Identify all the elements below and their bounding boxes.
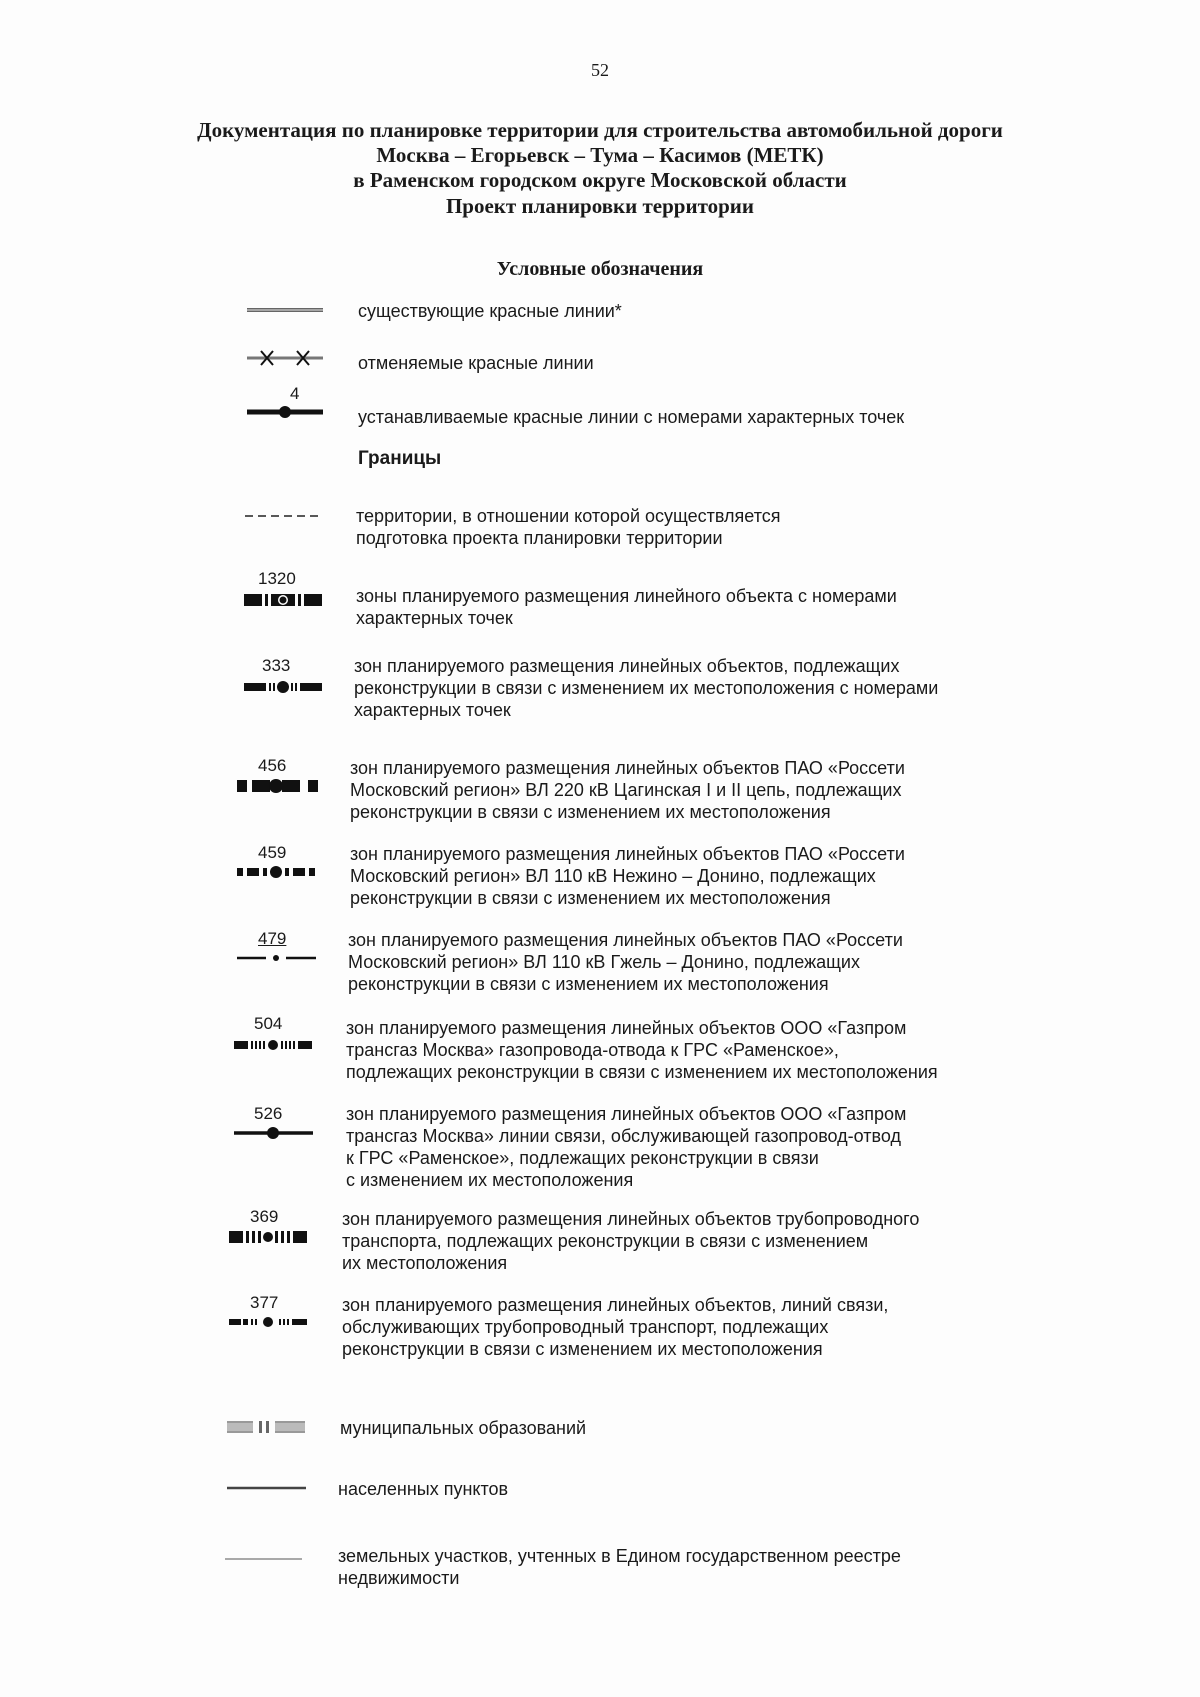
legend-text-cancelled-red-lines: отменяемые красные линии xyxy=(358,353,594,373)
gas-pipeline-zone-symbol xyxy=(233,1035,318,1055)
point-number: 459 xyxy=(258,843,287,862)
boundaries-heading: Границы xyxy=(358,448,442,469)
point-number: 504 xyxy=(254,1014,283,1033)
legend-title: Условные обозначения xyxy=(496,258,704,280)
legend-text-existing-red-lines: существующие красные линии* xyxy=(358,301,622,321)
legend-text-communication-line: зон планируемого размещения линейных объектов ООО «Газпром трансгаз Москва» линии связи, обслуживающей газопровод-отвод к ГРС «Раменское», подлежащих реконструкции в связи с изменением их местоположения xyxy=(346,1104,907,1190)
point-number: 377 xyxy=(250,1293,279,1312)
legend-text-established-red-lines: устанавливаемые красные линии с номерами характерных точек xyxy=(358,407,905,427)
point-number: 369 xyxy=(250,1207,279,1226)
title-line-3: в Раменском городском округе Московской области xyxy=(353,168,847,193)
legend-text-municipal-boundaries: муниципальных образований xyxy=(340,1418,587,1438)
legend-text-settlement-boundaries: населенных пунктов xyxy=(338,1479,509,1499)
pipeline-transport-zone-symbol xyxy=(228,1227,313,1247)
legend-text-power-line-110kv-nezhino: зон планируемого размещения линейных объектов ПАО «Россети Московский регион» ВЛ 110 кВ Нежино – Донино, подлежащих реконструкции в связи с изменением их местоположения xyxy=(350,844,905,908)
legend-text-land-plot-boundaries: земельных участков, учтенных в Едином государственном реестре недвижимости xyxy=(338,1546,901,1588)
existing-red-line-symbol xyxy=(245,300,325,320)
linear-object-zone-symbol xyxy=(243,590,323,610)
title-line-4: Проект планировки территории xyxy=(445,193,755,218)
title-line-2: Москва – Егорьевск – Тума – Касимов (МЕТК) xyxy=(376,143,824,168)
point-number: 333 xyxy=(262,656,291,675)
planning-territory-boundary-symbol xyxy=(243,510,323,522)
point-number: 4 xyxy=(290,384,300,403)
legend-text-linear-object-zone: зоны планируемого размещения линейного объекта с номерами характерных точек xyxy=(356,586,897,628)
power-line-110kv-gzhel-zone-symbol xyxy=(236,948,321,968)
document-title xyxy=(150,118,1050,219)
power-line-220kv-zone-symbol xyxy=(236,776,321,796)
legend-text-pipeline-communication: зон планируемого размещения линейных объектов, линий связи, обслуживающих трубопроводный транспорт, подлежащих реконструкции в связи с изменением их местоположения xyxy=(342,1295,889,1359)
legend-text-power-line-110kv-gzhel: зон планируемого размещения линейных объектов ПАО «Россети Московский регион» ВЛ 110 кВ Гжель – Донино, подлежащих реконструкции в связи с изменением их местоположения xyxy=(348,930,903,994)
cancelled-red-line-symbol xyxy=(245,348,325,368)
point-number: 479 xyxy=(258,929,287,948)
point-number: 456 xyxy=(258,756,287,775)
established-red-line-symbol xyxy=(245,402,325,422)
title-line-1: Документация по планировке территории для строительства автомобильной дороги xyxy=(197,118,1003,142)
settlement-boundary-symbol xyxy=(226,1481,311,1495)
legend-text-reconstruction-zone: зон планируемого размещения линейных объектов, подлежащих реконструкции в связи с изменением их местоположения с номерами характерных точек xyxy=(354,656,939,720)
reconstruction-zone-symbol xyxy=(243,677,323,697)
land-plot-boundary-symbol xyxy=(224,1554,309,1564)
legend-text-power-line-220kv: зон планируемого размещения линейных объектов ПАО «Россети Московский регион» ВЛ 220 кВ Цагинская I и II цепь, подлежащих реконструкции в связи с изменением их местоположения xyxy=(350,758,905,822)
legend-text-planning-territory: территории, в отношении которой осуществляется подготовка проекта планировки территории xyxy=(356,506,781,548)
legend-text-gas-pipeline: зон планируемого размещения линейных объектов ООО «Газпром трансгаз Москва» газопровода-отвода к ГРС «Раменское», подлежащих реконструкции в связи с изменением их местоположения xyxy=(346,1018,938,1082)
communication-line-zone-symbol xyxy=(233,1123,318,1143)
legend-text-pipeline-transport: зон планируемого размещения линейных объектов трубопроводного транспорта, подлежащих реконструкции в связи с изменением их местоположения xyxy=(342,1209,920,1273)
point-number: 526 xyxy=(254,1104,283,1123)
point-number: 1320 xyxy=(258,569,296,588)
municipal-boundary-symbol xyxy=(226,1417,311,1437)
pipeline-communication-zone-symbol xyxy=(228,1312,313,1332)
page-number: 52 xyxy=(591,60,609,80)
power-line-110kv-nezhino-zone-symbol xyxy=(236,862,321,882)
